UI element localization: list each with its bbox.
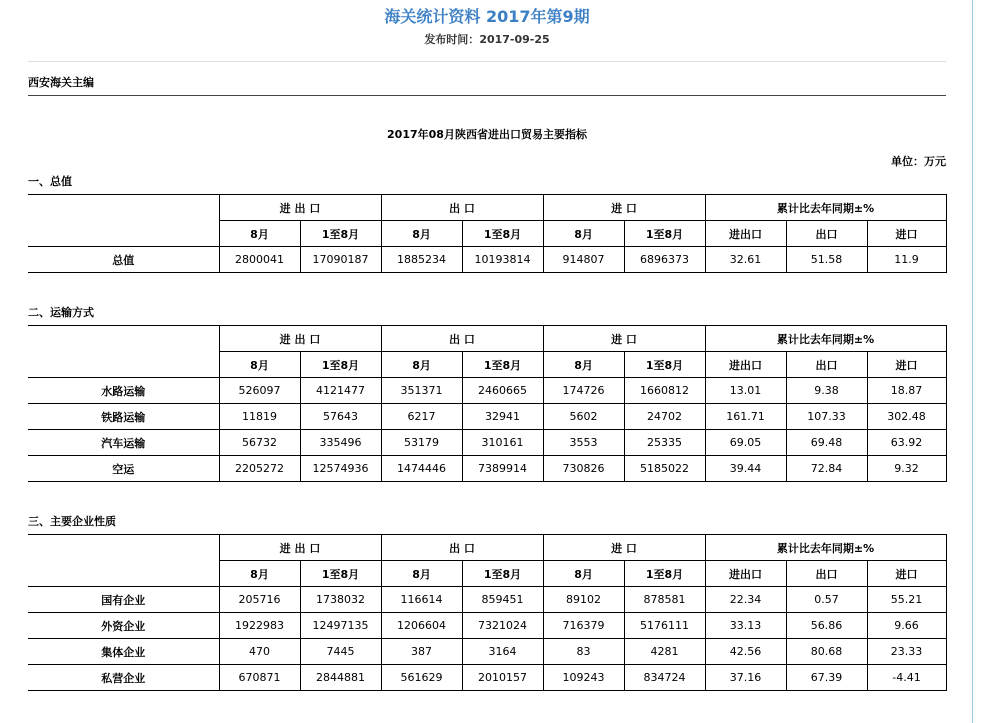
table-corner [28, 326, 219, 378]
table-cell: 18.87 [867, 378, 946, 404]
table-cell: 335496 [300, 430, 381, 456]
row-label: 铁路运输 [28, 404, 219, 430]
table-cell: 161.71 [705, 404, 786, 430]
column-header: 进口 [867, 221, 946, 247]
column-header: 出口 [786, 561, 867, 587]
table-cell: 730826 [543, 456, 624, 482]
group-header: 累计比去年同期±% [705, 195, 946, 221]
column-header: 1至8月 [624, 352, 705, 378]
table-cell: 6896373 [624, 247, 705, 273]
group-header: 累计比去年同期±% [705, 326, 946, 352]
table-corner [28, 195, 219, 247]
group-header: 进 口 [543, 535, 705, 561]
table-row [28, 587, 946, 613]
column-header: 进口 [867, 561, 946, 587]
table-cell: 10193814 [462, 247, 543, 273]
table-cell: 1738032 [300, 587, 381, 613]
table-cell: 11819 [219, 404, 300, 430]
section-title: 三、主要企业性质 [28, 515, 116, 528]
table-cell: 5176111 [624, 613, 705, 639]
table-row [28, 247, 946, 273]
table-cell: -4.41 [867, 665, 946, 691]
column-header: 8月 [381, 221, 462, 247]
column-header: 8月 [381, 561, 462, 587]
table-cell: 670871 [219, 665, 300, 691]
table-cell: 63.92 [867, 430, 946, 456]
table-cell: 470 [219, 639, 300, 665]
table-cell: 5602 [543, 404, 624, 430]
group-header: 出 口 [381, 535, 543, 561]
table-cell: 89102 [543, 587, 624, 613]
table-cell: 109243 [543, 665, 624, 691]
table-cell: 878581 [624, 587, 705, 613]
table-cell: 2460665 [462, 378, 543, 404]
table-cell: 72.84 [786, 456, 867, 482]
column-header: 1至8月 [300, 221, 381, 247]
group-header: 进 出 口 [219, 326, 381, 352]
table-cell: 55.21 [867, 587, 946, 613]
row-label: 私营企业 [28, 665, 219, 691]
table-row [28, 639, 946, 665]
row-label: 水路运输 [28, 378, 219, 404]
row-label: 总值 [28, 247, 219, 273]
table-cell: 12497135 [300, 613, 381, 639]
title-divider [28, 61, 946, 62]
indicator-table-transport [28, 325, 947, 482]
table-row [28, 404, 946, 430]
table-cell: 5185022 [624, 456, 705, 482]
table-cell: 24702 [624, 404, 705, 430]
table-cell: 914807 [543, 247, 624, 273]
column-header: 进出口 [705, 221, 786, 247]
table-corner [28, 535, 219, 587]
group-header: 进 出 口 [219, 535, 381, 561]
table-cell: 2800041 [219, 247, 300, 273]
column-header: 1至8月 [300, 561, 381, 587]
table-cell: 7445 [300, 639, 381, 665]
column-header: 进出口 [705, 561, 786, 587]
table-group-header-row [28, 535, 946, 561]
table-cell: 33.13 [705, 613, 786, 639]
column-header: 1至8月 [462, 221, 543, 247]
table-cell: 351371 [381, 378, 462, 404]
table-cell: 56732 [219, 430, 300, 456]
table-cell: 56.86 [786, 613, 867, 639]
table-cell: 2205272 [219, 456, 300, 482]
group-header: 进 口 [543, 326, 705, 352]
table-cell: 11.9 [867, 247, 946, 273]
row-label: 汽车运输 [28, 430, 219, 456]
table-cell: 834724 [624, 665, 705, 691]
column-header: 8月 [219, 221, 300, 247]
table-cell: 859451 [462, 587, 543, 613]
column-header: 进口 [867, 352, 946, 378]
indicator-table-total [28, 194, 947, 273]
table-cell: 83 [543, 639, 624, 665]
table-cell: 0.57 [786, 587, 867, 613]
publish-date-label: 发布时间： [424, 33, 480, 46]
indicator-table-enterprise [28, 534, 947, 691]
table-cell: 1206604 [381, 613, 462, 639]
column-header: 1至8月 [462, 352, 543, 378]
editor-line: 西安海关主编 [28, 76, 94, 89]
group-header: 进 出 口 [219, 195, 381, 221]
table-cell: 561629 [381, 665, 462, 691]
unit-label: 单位：万元 [891, 155, 946, 168]
column-header: 出口 [786, 221, 867, 247]
table-cell: 1660812 [624, 378, 705, 404]
table-row [28, 430, 946, 456]
column-header: 8月 [543, 221, 624, 247]
publish-date-value: 2017-09-25 [479, 33, 550, 46]
row-label: 空运 [28, 456, 219, 482]
column-header: 8月 [543, 561, 624, 587]
table-cell: 3164 [462, 639, 543, 665]
table-cell: 4281 [624, 639, 705, 665]
column-header: 1至8月 [462, 561, 543, 587]
table-cell: 42.56 [705, 639, 786, 665]
table-cell: 3553 [543, 430, 624, 456]
table-cell: 1885234 [381, 247, 462, 273]
table-cell: 716379 [543, 613, 624, 639]
publish-date [28, 31, 946, 49]
table-row [28, 378, 946, 404]
table-cell: 69.48 [786, 430, 867, 456]
column-header: 8月 [381, 352, 462, 378]
table-group-header-row [28, 195, 946, 221]
table-cell: 1474446 [381, 456, 462, 482]
report-title: 2017年08月陕西省进出口贸易主要指标 [387, 128, 587, 141]
column-header: 8月 [543, 352, 624, 378]
editor-divider [28, 95, 946, 96]
column-header: 8月 [219, 561, 300, 587]
table-cell: 51.58 [786, 247, 867, 273]
table-cell: 7389914 [462, 456, 543, 482]
table-cell: 25335 [624, 430, 705, 456]
table-cell: 39.44 [705, 456, 786, 482]
table-cell: 12574936 [300, 456, 381, 482]
column-header: 进出口 [705, 352, 786, 378]
table-cell: 9.38 [786, 378, 867, 404]
group-header: 进 口 [543, 195, 705, 221]
row-label: 国有企业 [28, 587, 219, 613]
table-cell: 22.34 [705, 587, 786, 613]
section-title: 二、运输方式 [28, 306, 94, 319]
table-cell: 1922983 [219, 613, 300, 639]
row-label: 外资企业 [28, 613, 219, 639]
table-cell: 2844881 [300, 665, 381, 691]
document-page [28, 0, 946, 691]
table-cell: 6217 [381, 404, 462, 430]
group-header: 出 口 [381, 326, 543, 352]
table-cell: 37.16 [705, 665, 786, 691]
table-cell: 80.68 [786, 639, 867, 665]
table-cell: 387 [381, 639, 462, 665]
table-cell: 4121477 [300, 378, 381, 404]
content-right-border [972, 0, 973, 723]
table-cell: 107.33 [786, 404, 867, 430]
table-cell: 53179 [381, 430, 462, 456]
document-title: 海关统计资料 2017年第9期 [384, 7, 590, 26]
table-cell: 302.48 [867, 404, 946, 430]
column-header: 1至8月 [300, 352, 381, 378]
table-cell: 57643 [300, 404, 381, 430]
table-row [28, 456, 946, 482]
table-cell: 13.01 [705, 378, 786, 404]
table-cell: 9.66 [867, 613, 946, 639]
table-cell: 7321024 [462, 613, 543, 639]
table-cell: 17090187 [300, 247, 381, 273]
table-cell: 310161 [462, 430, 543, 456]
table-cell: 526097 [219, 378, 300, 404]
table-cell: 32941 [462, 404, 543, 430]
column-header: 1至8月 [624, 221, 705, 247]
table-cell: 32.61 [705, 247, 786, 273]
section-title: 一、总值 [28, 175, 72, 188]
table-cell: 23.33 [867, 639, 946, 665]
table-row [28, 665, 946, 691]
table-cell: 69.05 [705, 430, 786, 456]
table-cell: 205716 [219, 587, 300, 613]
table-cell: 174726 [543, 378, 624, 404]
group-header: 累计比去年同期±% [705, 535, 946, 561]
column-header: 出口 [786, 352, 867, 378]
table-row [28, 613, 946, 639]
table-cell: 67.39 [786, 665, 867, 691]
column-header: 8月 [219, 352, 300, 378]
table-cell: 2010157 [462, 665, 543, 691]
table-cell: 9.32 [867, 456, 946, 482]
column-header: 1至8月 [624, 561, 705, 587]
table-group-header-row [28, 326, 946, 352]
table-cell: 116614 [381, 587, 462, 613]
group-header: 出 口 [381, 195, 543, 221]
row-label: 集体企业 [28, 639, 219, 665]
